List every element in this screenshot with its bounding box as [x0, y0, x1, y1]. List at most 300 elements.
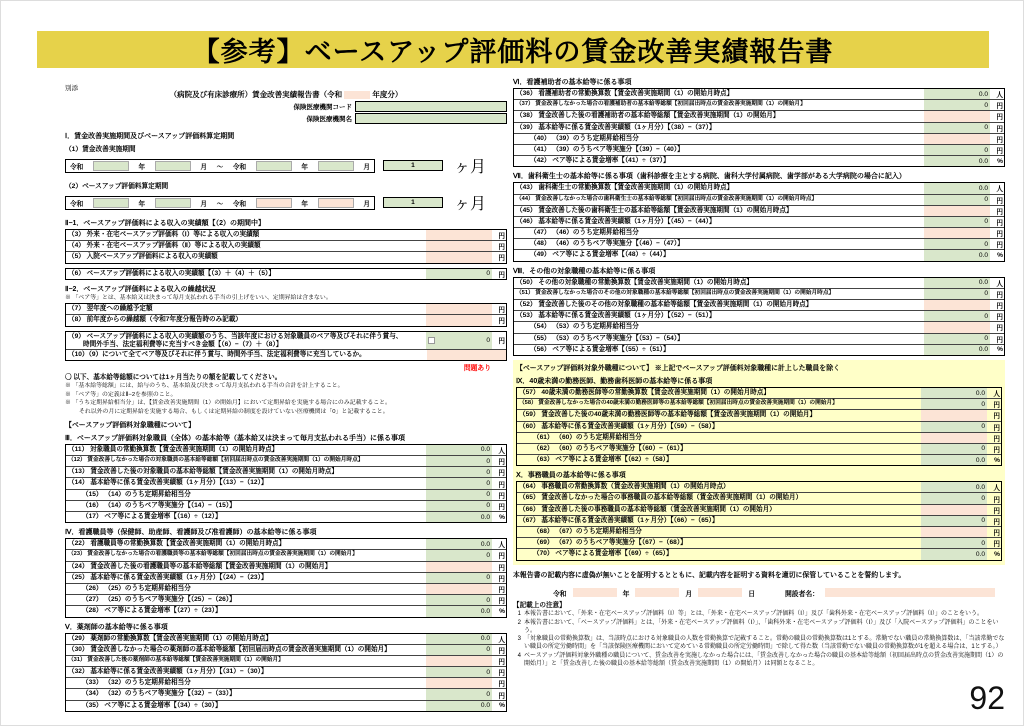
value-cell: 0: [924, 145, 990, 155]
value-cell: 0: [924, 239, 990, 249]
mid-note: 〇 以下、基本給等総額については1ヶ月当たりの額を記載してください。: [65, 374, 282, 382]
section-heading: Ⅸ．40歳未満の勤務医師、勤務歯科医師の基本給等に係る事項: [516, 377, 713, 385]
period-row: [65, 191, 507, 214]
form-row: [514, 311, 1004, 322]
form-row: [66, 501, 506, 512]
form-row: [66, 606, 506, 616]
footer-note-item: [513, 653, 1005, 669]
section-heading: Ⅲ．ベースアップ評価料対象職員（全体）の基本給等（基本給又は決まって毎月支払われる手当）に係る事項: [65, 434, 405, 442]
row-label: （62） （60）のうちベア等実施分【（60）−（61）】: [533, 444, 687, 452]
form-table: [65, 444, 507, 523]
form-row: [514, 345, 1004, 355]
value-cell[interactable]: [426, 656, 492, 666]
unit-label: 円: [996, 114, 1003, 122]
excluded-jobs-bracket: 【ベースアップ評価料対象外職種について】 ※上記でベースアップ評価料対象職種に計上した職員を除く: [516, 364, 840, 372]
value-cell: 0: [426, 269, 492, 279]
unit-label: 円: [498, 318, 505, 326]
row-label: （13） 賃金改善した後の対象職員の基本給等総額【賃金改善実施期間（1）の開始月時点】: [68, 468, 338, 476]
row-label: [66, 332, 426, 349]
form-row: [66, 562, 506, 573]
row-label: （38） 賃金改善した後の看護補助者の基本給等総額【賃金改善実施期間（1）の開始月】: [516, 112, 780, 120]
row-label: （40） （39）のうち定期昇給相当分: [530, 134, 639, 142]
form-table: [65, 633, 507, 712]
era-label: 令和: [553, 590, 567, 598]
unit-label: 円: [498, 503, 505, 511]
form-row: [66, 332, 506, 350]
unit-label: 円: [996, 336, 1003, 344]
row-label: （23） 賃金改善しなかった場合の看護職員等の基本給等総額【初回届出時点の賃金改善実施期間（1）の開始月】: [68, 551, 358, 558]
form-row: [514, 300, 1004, 311]
value-cell: 0: [426, 456, 492, 466]
row-label: （33） （32）のうち定期昇給相当分: [82, 679, 191, 687]
form-row: [66, 252, 506, 262]
unit-label: 円: [498, 575, 505, 583]
row-label: （54） （53）のうち定期昇給相当分: [530, 323, 639, 331]
form-row: [66, 304, 506, 315]
form-row: [66, 656, 506, 667]
unit-label: 円: [498, 658, 505, 666]
form-row: [66, 445, 506, 456]
row-label: （39） 基本給等に係る賃金改善実績額（1ヶ月分）【（38）−（37）】: [516, 123, 716, 131]
value-cell[interactable]: [426, 304, 492, 314]
period-month-input[interactable]: [318, 198, 354, 208]
month-label: 月: [363, 163, 370, 171]
period-row: [65, 154, 507, 177]
row-label: （36） 看護補助者の常勤換算数【賃金改善実施期間（1）の開始月時点】: [516, 90, 734, 97]
period-month-input[interactable]: [318, 161, 354, 171]
value-cell: 0.0: [921, 482, 987, 492]
form-row: [514, 145, 1004, 156]
form-row: [517, 399, 1001, 410]
form-row: [514, 100, 1004, 111]
section2-2: [65, 284, 507, 361]
unit-label: 円: [498, 255, 505, 263]
form-row: [66, 634, 506, 645]
footer-note-number: 1: [517, 611, 521, 618]
unit-label: 円: [498, 492, 505, 500]
row-label: （44） 賃金改善しなかった場合の歯科衛生士の基本給等総額【初回届出時点の賃金改善実施期間（1）の開始月時点】: [516, 195, 818, 202]
month-input[interactable]: [635, 588, 679, 597]
unit-label: 円: [993, 424, 1000, 432]
row-label: （70） ベア等による賃金増率【（69）÷（65）】: [533, 550, 673, 558]
unit-label: 円: [993, 541, 1000, 549]
form-row: [514, 156, 1004, 166]
target-jobs-bracket: 【ベースアップ評価料対象職種について】: [65, 421, 195, 429]
unit-label: %: [994, 456, 1000, 464]
duration-box: [383, 160, 443, 171]
month-label: 月: [200, 163, 207, 171]
row-label: （56） ベア等による賃金増率【（55）÷（51）】: [530, 345, 670, 353]
mid-note: ※ 「ベア等」の定義はⅡ−2を参照のこと。: [65, 391, 177, 398]
form-table: [65, 538, 507, 617]
value-cell: 0: [426, 490, 492, 500]
form-row: [514, 195, 1004, 206]
form-table: [65, 331, 507, 362]
unit-label: 人: [498, 542, 505, 550]
form-row: [66, 490, 506, 501]
value-cell: 0: [426, 467, 492, 477]
unit-label: 円: [993, 530, 1000, 538]
form-row: [517, 388, 1001, 399]
unit-label: 円: [996, 103, 1003, 111]
unit-label: 円: [996, 303, 1003, 311]
form-table: [513, 277, 1005, 356]
row-label: （42） ベア等による賃金増率【（41）÷（37）】: [530, 157, 670, 165]
value-cell: 0: [921, 399, 987, 409]
unit-label: 円: [498, 481, 505, 489]
row-label: （55） （53）のうちベア等実施分【（53）−（54）】: [530, 334, 684, 342]
value-cell[interactable]: [426, 252, 492, 262]
value-cell: 0: [924, 195, 990, 205]
form-row: [517, 538, 1001, 549]
duration-value: 1: [384, 198, 442, 207]
duration-box: [383, 197, 443, 208]
row-label: （8） 前年度からの繰越額（令和7年度分報告時のみ記載）: [68, 316, 243, 324]
form-left-column: [65, 83, 507, 712]
form-table: [65, 303, 507, 326]
value-cell: 0.0: [921, 388, 987, 398]
row-label: （12） 賃金改善しなかった場合の対象職員の基本給等総額【初回届出時点の賃金改善実施期間（1）の開始月時点】: [68, 457, 364, 464]
excluded-jobs-block: [513, 360, 1005, 565]
form-row: [66, 478, 506, 489]
row-label: （46） 基本給等に係る賃金改善実績額（1ヶ月分）【（45）−（44）】: [516, 217, 716, 225]
form-row: [517, 433, 1001, 444]
value-cell[interactable]: [921, 410, 987, 420]
form-row: [517, 422, 1001, 433]
row9-line1: （9） ベースアップ評価料による収入の実績額のうち、当該年度における対象職員のベア等及びそれに伴う賞与、: [68, 332, 403, 340]
value-cell[interactable]: [921, 433, 987, 443]
row-label: （65） 賃金改善しなかった場合の事務職員の基本給等総額（賃金改善実施期間（1）の開始月）: [519, 494, 803, 502]
footer-note-item: [513, 636, 1005, 652]
value-cell: 0: [426, 550, 492, 560]
footer-note-number: 2: [517, 619, 521, 626]
row-label: （69） （67）のうちベア等実施分【（67）−（68）】: [533, 539, 687, 547]
wage-improvement-period-row: [65, 154, 507, 177]
value-cell: 0: [924, 311, 990, 321]
era-label: 令和: [232, 163, 247, 171]
unit-label: 円: [498, 692, 505, 700]
unit-label: 円: [498, 338, 505, 346]
value-cell: 0: [924, 289, 990, 299]
form-row: [517, 482, 1001, 493]
form-row: [514, 278, 1004, 289]
unit-label: 円: [498, 598, 505, 606]
unit-label: 円: [498, 233, 505, 241]
value-cell[interactable]: [924, 228, 990, 238]
value-cell[interactable]: [426, 678, 492, 688]
unit-label: 円: [993, 496, 1000, 504]
right-job-sections: [513, 77, 1005, 356]
row-label: （34） （32）のうちベア等実施分【（32）−（33）】: [82, 690, 236, 698]
section2-1-heading: Ⅱ−1．ベースアップ評価料による収入の実績額【（2）の期間中】: [65, 220, 265, 227]
row-label: （17） ベア等による賃金増率【（16）÷（12）】: [82, 513, 222, 521]
row-label: （50） その他の対象職種の常勤換算数【賃金改善実施期間（1）の開始月時点】: [516, 278, 754, 286]
form-table: [516, 387, 1002, 466]
value-cell: 0.0: [924, 250, 990, 260]
value-cell: 0: [426, 595, 492, 605]
founder-name-input[interactable]: [825, 588, 995, 597]
value-cell[interactable]: [427, 350, 506, 360]
unit-label: 円: [498, 587, 505, 595]
section-heading: Ⅹ．事務職員の基本給等に係る事項: [516, 472, 626, 480]
fiscal-year-input[interactable]: [344, 91, 370, 99]
form-row: [66, 512, 506, 522]
period-month-input[interactable]: [155, 161, 191, 171]
footer-note-number: 3: [517, 636, 521, 643]
row-label: （58） 賃金改善しなかった場合の40歳未満の勤務医師等の基本給等総額【初回届出時点の賃金改善実施期間（1）の開始月】: [519, 400, 838, 407]
unit-label: 円: [996, 136, 1003, 144]
form-row: [514, 322, 1004, 333]
unit-label: 円: [498, 670, 505, 678]
institution-code-label: 保険医療機関コード: [293, 104, 352, 111]
form-row: [514, 89, 1004, 100]
value-cell: 0.0: [924, 89, 990, 99]
era-label: 令和: [70, 163, 84, 171]
value-cell[interactable]: [924, 300, 990, 310]
section2-2-heading: Ⅱ−2．ベースアップ評価料による収入の繰越状況: [65, 285, 216, 293]
unit-label: 円: [498, 647, 505, 655]
tilde-label: ～: [216, 163, 224, 171]
row-label: （6） ベースアップ評価料による収入の実績額【（3）＋（4）＋（5）】: [68, 269, 275, 277]
value-cell[interactable]: [426, 562, 492, 572]
value-cell: 0.0: [924, 183, 990, 193]
value-cell: 0.0: [921, 455, 987, 465]
month-label: 月: [200, 200, 207, 208]
unit-label: 円: [498, 459, 505, 467]
page-title: 【参考】ベースアップ評価料の賃金改善実績報告書: [37, 31, 989, 68]
institution-code-row: [294, 101, 508, 112]
unit-label: 円: [996, 208, 1003, 216]
unit-label: 円: [498, 244, 505, 252]
unit-label: 円: [993, 507, 1000, 515]
form-table: [513, 182, 1005, 261]
unit-label: 円: [993, 413, 1000, 421]
row-label: （29） 薬剤師の常勤換算数【賃金改善実施期間（1）の開始月時点】: [68, 634, 273, 642]
value-cell: 0.0: [924, 345, 990, 355]
row-label: （61） （60）のうち定期昇給相当分: [533, 433, 642, 441]
row-label: （24） 賃金改善した後の看護職員等の基本給等総額【賃金改善実施期間（1）の開始月】: [68, 562, 332, 570]
value-cell[interactable]: [924, 206, 990, 216]
mid-note: ※ 「基本給等総額」には、給与のうち、基本給及び決まって毎月支払われる手当の合計を計上すること。: [65, 383, 344, 390]
value-cell[interactable]: [921, 527, 987, 537]
row-label: （67） 基本給等に係る賃金改善実績額（1ヶ月分）【（66）−（65）】: [519, 516, 719, 524]
day-input[interactable]: [698, 588, 742, 597]
row-label: （35） ベア等による賃金増率【（34）÷（30）】: [82, 701, 222, 709]
month-label: 月: [685, 590, 693, 598]
form-row: [514, 134, 1004, 145]
institution-code-input[interactable]: [355, 101, 507, 112]
form-row: [514, 123, 1004, 134]
form-row: [66, 595, 506, 606]
row-label: （31） 賃金改善した後の薬剤師の基本給等総額【賃金改善実施期間（1）の開始月】: [68, 656, 284, 663]
value-cell: 0: [924, 334, 990, 344]
problem-alert: 問題あり: [463, 365, 491, 373]
unit-label: 人: [498, 636, 505, 644]
unit-label: 円: [498, 681, 505, 689]
section-heading: Ⅶ．歯科衛生士の基本給等に係る事項（歯科診療を主とする病院、歯科大学付属病院、歯学部がある大学病院の場合に記入）: [513, 173, 906, 181]
value-cell: 0: [426, 667, 492, 677]
form-row: [517, 444, 1001, 455]
value-cell: 0: [426, 689, 492, 699]
form-row: [514, 217, 1004, 228]
row-label: （26） （25）のうち定期昇給相当分: [82, 584, 191, 592]
unit-label: 円: [498, 271, 505, 279]
month-label: 月: [363, 200, 370, 208]
form-row: [66, 645, 506, 656]
value-cell: 0: [921, 516, 987, 526]
section1-heading: Ⅰ．賃金改善実施期間及びベースアップ評価料算定期間: [65, 133, 235, 140]
period-year-input[interactable]: [256, 198, 292, 208]
value-cell: 0: [921, 422, 987, 432]
mid-notes: [65, 374, 507, 416]
unit-label: 円: [498, 564, 505, 572]
row-label: （48） （46）のうちベア等実施分【（46）−（47）】: [530, 240, 684, 248]
period-year-input[interactable]: [93, 198, 129, 208]
value-cell[interactable]: [426, 241, 492, 251]
value-cell: 0: [426, 478, 492, 488]
row-label: （14） 基本給等に係る賃金改善実績額（1ヶ月分）【（13）−（12）】: [68, 479, 268, 487]
excluded-job-sections: [516, 376, 1002, 561]
value-cell: 0: [921, 493, 987, 503]
row-label: （53） 基本給等に係る賃金改善実績額（1ヶ月分）【（52）−（51）】: [516, 312, 716, 320]
period-year-input[interactable]: [93, 161, 129, 171]
unit-label: %: [499, 607, 505, 615]
section1-sub1: （1）賃金改善実施期間: [65, 146, 136, 153]
form-row: [66, 350, 506, 360]
unit-label: 人: [996, 280, 1003, 288]
form-row: [514, 111, 1004, 122]
row-label: （59） 賃金改善した後の40歳未満の勤務医師等の基本給等総額【賃金改善実施期間（1）の開始月】: [519, 411, 817, 419]
unit-label: 人: [996, 92, 1003, 100]
footer-note-number: 4: [517, 653, 521, 660]
form-row: [66, 269, 506, 279]
row-label: （15） （14）のうち定期昇給相当分: [82, 490, 191, 498]
row-label: （52） 賃金改善した後のその他の対象職種の基本給等総額【賃金改善実施期間（1）の開始月時点】: [516, 301, 813, 308]
unit-label: 円: [498, 307, 505, 315]
unit-label: 円: [498, 553, 505, 561]
form-row: [514, 206, 1004, 217]
year-label: 年: [138, 163, 146, 171]
unit-label: 円: [993, 402, 1000, 410]
pledge-text: 本報告書の記載内容に虚偽が無いことを証明するとともに、記載内容を証明する資料を適切に保管していることを誓約します。: [513, 571, 906, 579]
year-label: 年: [138, 200, 146, 208]
value-cell[interactable]: [426, 315, 492, 325]
institution-name-label: 保険医療機関名: [306, 116, 352, 123]
value-cell[interactable]: [426, 584, 492, 594]
row-label: （63） ベア等による賃金増率【（62）÷（58）】: [533, 456, 673, 464]
row-label: （32） 基本給等に係る賃金改善実績額（1ヶ月分）【（31）−（30）】: [68, 668, 268, 676]
row-label: （57） 40歳未満の勤務医師等の常勤換算数【賃金改善実施期間（1）の開始月時点】: [519, 388, 770, 396]
unit-label: %: [994, 550, 1000, 558]
row-label: （68） （67）のうち定期昇給相当分: [533, 528, 642, 535]
year-input[interactable]: [573, 588, 617, 597]
unit-label: 円: [993, 446, 1000, 454]
era-label: 令和: [232, 200, 247, 208]
form-row: [66, 667, 506, 678]
unit-label: 人: [498, 447, 505, 455]
unit-label: 円: [996, 197, 1003, 205]
period-box: [65, 159, 375, 173]
value-cell: 0: [924, 123, 990, 133]
value-cell[interactable]: [924, 111, 990, 121]
unit-label: 円: [996, 314, 1003, 322]
form-right-column: [513, 73, 1005, 670]
form-row: [66, 456, 506, 467]
form-row: [66, 573, 506, 584]
form-row: [66, 701, 506, 711]
row-label: （7） 翌年度への繰越予定額: [68, 305, 153, 313]
footer-note-item: [513, 620, 1005, 636]
section2-1: [65, 218, 507, 280]
unit-label: 人: [996, 186, 1003, 194]
unit-label: %: [997, 252, 1003, 260]
footer-note-item: [513, 611, 1005, 619]
mid-note: それ以外の月に定期昇給を実施する場合、もしくは定期昇給の制度を設けていない医療機関は「0」と記載すること。: [79, 408, 389, 415]
period-year-input[interactable]: [256, 161, 292, 171]
row-label: （28） ベア等による賃金増率【（27）÷（23）】: [82, 607, 222, 615]
left-job-sections: [65, 433, 507, 712]
year-label: 年: [301, 200, 308, 208]
row-label: （16） （14）のうちベア等実施分【（14）−（15）】: [82, 501, 236, 509]
form-row: [514, 239, 1004, 250]
unit-label: 円: [996, 325, 1003, 333]
form-row: [514, 289, 1004, 300]
value-cell: 0: [921, 444, 987, 454]
value-cell[interactable]: [924, 134, 990, 144]
value-cell: [426, 332, 492, 349]
year-label: 年: [301, 163, 308, 171]
section-heading: Ⅳ．看護職員等（保健師、助産師、看護師及び准看護師）の基本給等に係る事項: [65, 529, 317, 537]
section-heading: Ⅵ．看護補助者の基本給等に係る事項: [513, 79, 632, 86]
mid-note: ※ 「うち定期昇給相当分」は、【賃金改善実施期間（1）の開始月】において定期昇給を実施する場合にのみ記載すること。: [65, 400, 391, 407]
unit-label: %: [997, 346, 1003, 354]
form-row: [517, 410, 1001, 421]
institution-name-row: [307, 113, 508, 124]
unit-label: 人: [993, 391, 1000, 399]
institution-name-input[interactable]: [355, 113, 507, 124]
row-label: （47） （46）のうち定期昇給相当分: [530, 229, 639, 237]
era-label: 令和: [70, 200, 84, 208]
value-cell[interactable]: [924, 322, 990, 332]
row-label: （3） 外来・在宅ベースアップ評価料（Ⅰ）等による収入の実績額: [68, 231, 260, 238]
row-label: （30） 賃金改善しなかった場合の薬剤師の基本給等総額【初回届出時点の賃金改善実施期間（1）の開始月】: [68, 645, 391, 653]
form-row: [517, 493, 1001, 504]
form-row: [66, 467, 506, 478]
unit-label: 円: [498, 470, 505, 478]
form-row: [514, 334, 1004, 345]
value-cell: 0: [426, 573, 492, 583]
form-row: [517, 516, 1001, 527]
row-label: （10）（9）について全てベア等及びそれに伴う賞与、時間外手当、法定福利費等に充当しているか。: [68, 350, 366, 358]
footer-note-text: 本報告書において、「ベースアップ評価料」とは、「外来・在宅ベースアップ評価料（Ⅰ）」、「歯科外来・在宅ベースアップ評価料（Ⅰ）」及び「入院ベースアップ評価料」のことをいう。: [524, 619, 999, 634]
duration-unit-label: ヶ月: [454, 196, 487, 213]
form-row: [66, 550, 506, 561]
row-label: （11） 対象職員の常勤換算数【賃金改善実施期間（1）の開始月時点】: [68, 445, 279, 453]
row-label: （25） 基本給等に係る賃金改善実績額（1ヶ月分）【（24）−（23）】: [68, 573, 268, 581]
period-month-input[interactable]: [155, 198, 191, 208]
form-row: [66, 689, 506, 700]
form-row: [66, 539, 506, 550]
form-table: [65, 229, 507, 264]
calculation-period-row: [65, 191, 507, 214]
row-label: （22） 看護職員等の常勤換算数【賃金改善実施期間（1）の開始月時点】: [68, 540, 286, 548]
value-cell[interactable]: [921, 505, 987, 515]
tilde-label: ～: [216, 200, 224, 208]
value-cell: 0: [426, 501, 492, 511]
checkbox[interactable]: [428, 337, 435, 344]
value-cell[interactable]: [426, 230, 492, 240]
date-signature-row: [553, 588, 1005, 598]
